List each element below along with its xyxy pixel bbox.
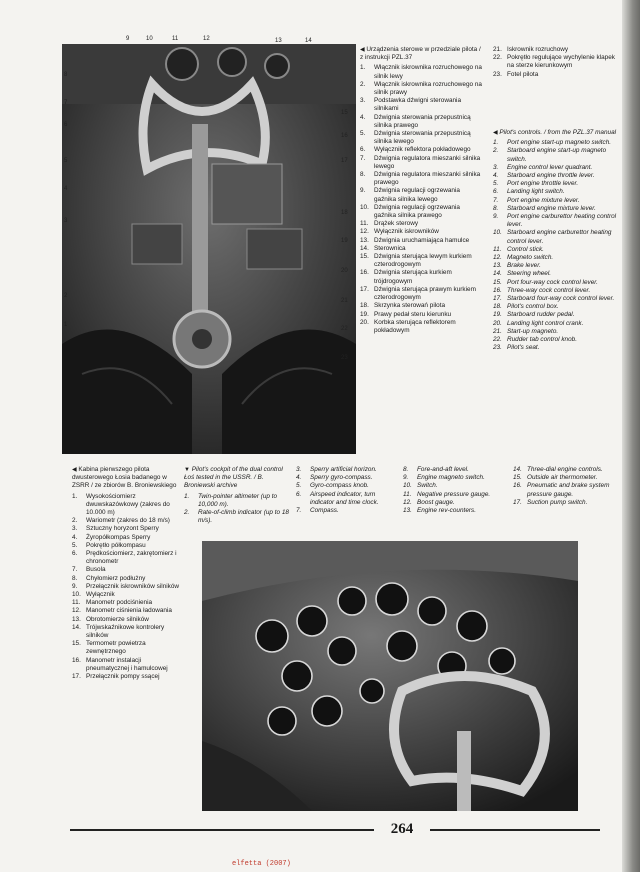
- item-number: 10.: [403, 482, 412, 490]
- list-item: [360, 253, 482, 269]
- item-number: 20.: [493, 319, 502, 327]
- item-text: Engine rev-counters.: [417, 507, 476, 515]
- item-number: 2.: [493, 147, 499, 155]
- list-item: [493, 254, 618, 262]
- item-number: 2.: [72, 517, 78, 525]
- item-text: Iskrownik rozruchowy: [507, 46, 569, 53]
- list-item: [403, 491, 501, 499]
- item-number: 16.: [360, 269, 369, 277]
- callout-number: 2: [64, 293, 68, 299]
- item-number: 14.: [513, 466, 522, 473]
- item-text: Busola: [86, 566, 106, 574]
- list-item: [403, 507, 501, 515]
- item-text: Boost gauge.: [417, 498, 455, 506]
- callout-number: 11: [172, 36, 179, 42]
- item-number: 16.: [72, 656, 81, 664]
- list-item: [403, 466, 501, 474]
- item-number: 14.: [360, 244, 369, 252]
- english-legend: [493, 129, 618, 352]
- item-text: Fore-and-aft level.: [417, 466, 469, 473]
- item-number: 5.: [72, 541, 78, 549]
- item-text: Fotel pilota: [507, 70, 539, 78]
- item-text: Pilot's seat.: [507, 344, 540, 352]
- item-text: Sztuczny horyzont Sperry: [86, 525, 159, 533]
- list-item: [360, 286, 482, 302]
- callout-number: 4: [64, 186, 68, 192]
- triangle-icon: ▼: [184, 467, 190, 473]
- item-text: Landing light control crank.: [507, 319, 584, 327]
- page-number: 264: [390, 821, 414, 837]
- item-text: Prawy pedał steru kierunku: [374, 310, 452, 318]
- list-item: [513, 482, 613, 498]
- callout-number: 16: [341, 133, 348, 139]
- list-item: [72, 534, 184, 542]
- item-text: Compass.: [310, 507, 339, 515]
- caption-heading: Kabina pierwszego pilota dwusterowego Łosia badanego w ZSRR / ze zbiorów B. Broniewskiego: [72, 466, 177, 490]
- item-text: Wariometr (zakres do 18 m/s): [86, 517, 170, 525]
- item-number: 9.: [72, 582, 78, 590]
- item-number: 15.: [513, 474, 522, 482]
- list-item: [360, 155, 482, 171]
- list-item: [360, 311, 482, 319]
- item-number: 21.: [493, 327, 502, 335]
- item-text: Dźwignia regulatora mieszanki silnika lewego: [374, 154, 481, 170]
- callout-number: 23: [341, 355, 348, 361]
- item-text: Dźwignia regulatora mieszanki silnika prawego: [374, 171, 481, 187]
- list-item: [72, 599, 184, 607]
- list-item: [360, 187, 482, 203]
- footer-rule-left: [70, 829, 374, 831]
- item-number: 12.: [72, 607, 81, 615]
- item-number: 6.: [72, 550, 78, 558]
- list-item: [72, 624, 184, 640]
- item-text: Engine control lever quadrant.: [507, 163, 593, 171]
- item-number: 19.: [360, 310, 369, 318]
- item-text: Termometr powietrza zewnętrznego: [86, 640, 146, 656]
- list-item: [72, 542, 184, 550]
- list-item: [360, 302, 482, 310]
- list-item: [493, 279, 618, 287]
- item-text: Starboard engine carburettor heating control lever.: [507, 229, 612, 245]
- item-text: Airspeed indicator, turn indicator and time clock.: [310, 490, 379, 506]
- item-number: 8.: [72, 574, 78, 582]
- item-text: Manometr podciśnienia: [86, 599, 153, 607]
- item-number: 2.: [184, 509, 190, 517]
- item-text: Three-way cock control lever.: [507, 286, 591, 294]
- item-text: Skrzynka sterowań pilota: [374, 302, 446, 310]
- item-number: 14.: [493, 270, 502, 278]
- caption-english-col4: [403, 466, 501, 515]
- item-number: 1.: [360, 64, 366, 72]
- item-text: Dźwignia uruchamiająca hamulce: [374, 236, 470, 244]
- item-text: Engine magneto switch.: [417, 474, 485, 482]
- item-text: Manometr instalacji pneumatycznej i hamulcowej: [86, 656, 168, 672]
- list-item: [360, 245, 482, 253]
- item-number: 15.: [493, 278, 502, 286]
- list-item: [72, 575, 184, 583]
- item-text: Port engine carburettor heating control lever.: [507, 213, 617, 229]
- item-text: Włącznik iskrownika rozruchowego na silnik prawy: [374, 80, 482, 97]
- list-item: [493, 287, 618, 295]
- item-number: 9.: [360, 187, 366, 195]
- item-number: 17.: [360, 285, 369, 293]
- item-number: 5.: [360, 130, 366, 138]
- callout-number: 20: [341, 268, 348, 274]
- item-text: Chyłomierz podłużny: [86, 574, 146, 582]
- item-number: 2.: [360, 80, 366, 88]
- item-number: 11.: [493, 245, 502, 253]
- list-item: [493, 172, 618, 180]
- callout-number: 19: [341, 238, 348, 244]
- footer-credit: elfetta (2007): [232, 860, 291, 868]
- item-text: Port four-way cock control lever.: [507, 278, 598, 286]
- list-item: [72, 525, 184, 533]
- item-number: 11.: [72, 599, 81, 607]
- list-item: [493, 46, 618, 54]
- item-text: Przełącznik iskrowników silników: [86, 582, 180, 590]
- callout-number: 13: [275, 38, 282, 44]
- item-text: Rudder tab control knob.: [507, 336, 577, 344]
- item-number: 4.: [493, 172, 499, 180]
- item-text: Dźwignia sterująca prawym kurkiem czterodrogowym: [374, 285, 476, 302]
- list-item: [493, 328, 618, 336]
- list-item: [493, 344, 618, 352]
- item-number: 5.: [493, 180, 499, 188]
- callout-number: 22: [341, 326, 348, 332]
- item-text: Outside air thermometer.: [527, 474, 598, 482]
- list-item: [72, 583, 184, 591]
- item-number: 22.: [493, 336, 502, 344]
- item-number: 13.: [403, 507, 412, 515]
- item-number: 3.: [72, 525, 78, 533]
- item-number: 4.: [360, 113, 366, 121]
- item-number: 17.: [493, 295, 502, 303]
- caption-heading: Pilot's cockpit of the dual control Łoś tested in the USSR. / B. Broniewski archive: [184, 466, 283, 490]
- item-text: Manometr ciśnienia ładowania: [86, 607, 172, 615]
- item-text: Brake lever.: [507, 262, 541, 270]
- triangle-icon: ◀: [493, 130, 498, 136]
- list-item: [493, 262, 618, 270]
- instrument-panel-photo: [202, 541, 578, 811]
- list-item: [493, 213, 618, 229]
- item-number: 11.: [360, 220, 369, 228]
- legend-heading: Urządzenia sterowe w przedziale pilota / z instrukcji PZL.37: [360, 46, 481, 62]
- item-text: Przełącznik pompy ssącej: [86, 673, 160, 681]
- list-item: [360, 228, 482, 236]
- list-item: [493, 164, 618, 172]
- item-text: Dźwignia sterowania przepustnicą silnika lewego: [374, 130, 471, 146]
- item-number: 11.: [403, 490, 412, 498]
- list-item: [403, 499, 501, 507]
- item-text: Control stick.: [507, 245, 544, 253]
- item-number: 8.: [493, 204, 499, 212]
- list-item: [360, 171, 482, 187]
- item-number: 7.: [296, 507, 302, 515]
- item-text: Starboard rudder pedal.: [507, 311, 575, 319]
- item-number: 19.: [493, 311, 502, 319]
- item-text: Korbka sterująca reflektorem pokładowym: [374, 318, 456, 334]
- list-item: [72, 591, 184, 599]
- list-item: [493, 54, 618, 70]
- list-item: [360, 64, 482, 80]
- callout-number: 6: [64, 122, 68, 128]
- item-text: Suction pump switch.: [527, 498, 588, 506]
- item-number: 4.: [72, 533, 78, 541]
- item-text: Sperry artificial horizon.: [310, 466, 377, 473]
- item-number: 17.: [72, 673, 81, 681]
- item-text: Three-dial engine controls.: [527, 466, 603, 473]
- item-text: Gyro-compass knob.: [310, 482, 369, 490]
- item-number: 6.: [493, 188, 499, 196]
- list-item: [72, 673, 184, 681]
- item-text: Start-up magneto.: [507, 327, 559, 335]
- list-item: [360, 146, 482, 154]
- item-text: Starboard engine mixture lever.: [507, 204, 596, 212]
- item-number: 16.: [513, 482, 522, 490]
- polish-legend-continued: [493, 46, 618, 79]
- item-text: Rate-of-climb indicator (up to 18 m/s).: [198, 509, 289, 525]
- list-item: [72, 493, 184, 518]
- list-item: [493, 197, 618, 205]
- item-text: Magneto switch.: [507, 254, 554, 262]
- item-text: Obrotomierze silników: [86, 615, 149, 623]
- list-item: [493, 147, 618, 163]
- callout-number: 8: [64, 72, 68, 78]
- item-text: Landing light switch.: [507, 188, 565, 196]
- item-text: Dźwignia regulacji ogrzewania gaźnika silnika prawego: [374, 203, 460, 220]
- item-number: 13.: [360, 236, 369, 244]
- list-item: [72, 550, 184, 566]
- item-text: Steering wheel.: [507, 270, 552, 278]
- list-item: [493, 320, 618, 328]
- item-number: 13.: [493, 262, 502, 270]
- item-text: Switch.: [417, 482, 438, 490]
- list-item: [296, 507, 400, 515]
- list-item: [296, 491, 400, 507]
- list-item: [493, 295, 618, 303]
- item-text: Starboard engine throttle lever.: [507, 172, 595, 180]
- item-number: 10.: [72, 591, 81, 599]
- list-item: [72, 657, 184, 673]
- callout-number: 5: [64, 158, 68, 164]
- caption-english-col3: [296, 466, 400, 515]
- list-item: [360, 319, 482, 335]
- item-text: Dźwignia sterująca lewym kurkiem czterodrogowym: [374, 253, 472, 269]
- item-number: 18.: [493, 303, 502, 311]
- item-text: Sperry gyro-compass.: [310, 474, 373, 482]
- item-number: 13.: [72, 615, 81, 623]
- callout-number: 10: [146, 36, 153, 42]
- list-item: [184, 509, 290, 525]
- item-text: Twin-pointer altimeter (up to 10,000 m).: [198, 492, 278, 508]
- callout-number: 7: [64, 100, 68, 106]
- item-number: 3.: [493, 163, 499, 171]
- item-text: Wysokościomierz dwuwskazówkowy (zakres do 10.000 m): [86, 492, 170, 517]
- list-item: [72, 517, 184, 525]
- list-item: [360, 114, 482, 130]
- list-item: [72, 640, 184, 656]
- callout-number: 3: [64, 218, 68, 224]
- item-text: Dźwignia regulacji ogrzewania gaźnika silnika lewego: [374, 187, 460, 203]
- callout-number: 18: [341, 210, 348, 216]
- callout-number: 21: [341, 298, 348, 304]
- item-number: 12.: [493, 254, 502, 262]
- callout-number: 14: [305, 38, 312, 44]
- list-item: [360, 97, 482, 113]
- item-number: 1.: [184, 492, 190, 500]
- item-number: 12.: [360, 228, 369, 236]
- item-number: 15.: [360, 253, 369, 261]
- list-item: [493, 180, 618, 188]
- item-number: 7.: [72, 566, 78, 574]
- callout-number: 9: [126, 36, 130, 42]
- callout-number: 1: [64, 322, 68, 328]
- item-number: 10.: [360, 203, 369, 211]
- legend-heading: Pilot's controls. / from the PZL.37 manual: [499, 129, 617, 136]
- item-number: 3.: [296, 466, 302, 473]
- item-text: Prędkościomierz, zakrętomierz i chronometr: [86, 550, 177, 566]
- item-number: 14.: [72, 623, 81, 631]
- item-number: 10.: [493, 229, 502, 237]
- item-text: Negative pressure gauge.: [417, 490, 491, 498]
- item-text: Dźwignia sterująca kurkiem trójdrogowym: [374, 269, 452, 285]
- item-text: Włącznik iskrownika rozruchowego na silnik lewy: [374, 64, 482, 80]
- item-number: 7.: [493, 196, 499, 204]
- item-number: 1.: [72, 492, 78, 500]
- list-item: [493, 229, 618, 245]
- list-item: [296, 482, 400, 490]
- list-item: [403, 474, 501, 482]
- list-item: [493, 205, 618, 213]
- list-item: [493, 303, 618, 311]
- item-text: Drążek sterowy: [374, 220, 419, 228]
- list-item: [72, 566, 184, 574]
- item-number: 18.: [360, 302, 369, 310]
- polish-legend: [360, 46, 482, 335]
- item-number: 5.: [296, 482, 302, 490]
- item-text: Sterownica: [374, 244, 406, 252]
- item-text: Podstawka dźwigni sterowania silnikami: [374, 97, 462, 113]
- list-item: [360, 130, 482, 146]
- cockpit-controls-photo: [62, 44, 356, 454]
- list-item: [360, 237, 482, 245]
- list-item: [493, 270, 618, 278]
- item-text: Pokrętło półkompasu: [86, 541, 146, 549]
- item-text: Pneumatic and brake system pressure gauge.: [527, 482, 610, 498]
- list-item: [360, 204, 482, 220]
- item-number: 9.: [403, 474, 409, 482]
- caption-english-col5: [513, 466, 613, 507]
- item-number: 8.: [403, 466, 409, 473]
- item-number: 15.: [72, 640, 81, 648]
- triangle-icon: ◀: [72, 467, 77, 473]
- item-number: 23.: [493, 344, 502, 352]
- list-item: [360, 269, 482, 285]
- item-number: 20.: [360, 318, 369, 326]
- list-item: [296, 474, 400, 482]
- list-item: [493, 71, 618, 79]
- item-number: 8.: [360, 171, 366, 179]
- list-item: [184, 493, 290, 509]
- item-text: Port engine start-up magneto switch.: [507, 139, 612, 147]
- item-text: Starboard engine start-up magneto switch.: [507, 147, 607, 163]
- item-number: 3.: [360, 97, 366, 105]
- list-item: [513, 499, 613, 507]
- list-item: [360, 220, 482, 228]
- item-text: Pokrętło regulujące wychylenie klapek na sterze kierunkowym: [507, 54, 615, 70]
- list-item: [296, 466, 400, 474]
- list-item: [513, 474, 613, 482]
- item-number: 9.: [493, 213, 499, 221]
- item-number: 1.: [493, 139, 499, 147]
- callout-number: 17: [341, 158, 348, 164]
- list-item: [72, 607, 184, 615]
- item-text: Żyropółkompas Sperry: [86, 533, 151, 541]
- item-number: 22.: [493, 54, 502, 62]
- item-text: Pilot's control box.: [507, 303, 559, 311]
- item-number: 17.: [513, 498, 522, 506]
- caption-polish: [72, 466, 184, 681]
- callout-number: 15: [341, 110, 348, 116]
- item-number: 6.: [360, 146, 366, 154]
- item-text: Wyłącznik: [86, 591, 115, 599]
- item-number: 12.: [403, 498, 412, 506]
- item-text: Port engine throttle lever.: [507, 180, 579, 188]
- item-text: Port engine mixture lever.: [507, 196, 580, 204]
- item-text: Dźwignia sterowania przepustnicą silnika prawego: [374, 113, 471, 129]
- triangle-icon: ◀: [360, 47, 365, 53]
- item-number: 16.: [493, 286, 502, 294]
- list-item: [513, 466, 613, 474]
- item-number: 6.: [296, 490, 302, 498]
- list-item: [403, 482, 501, 490]
- list-item: [493, 246, 618, 254]
- list-item: [360, 81, 482, 97]
- item-number: 21.: [493, 46, 502, 53]
- item-text: Starboard four-way cock control lever.: [507, 295, 615, 303]
- item-text: Wyłącznik iskrowników: [374, 228, 439, 236]
- footer-rule-right: [430, 829, 600, 831]
- list-item: [493, 139, 618, 147]
- item-text: Trójwskaźnikowe kontrolery silników: [86, 623, 165, 640]
- item-text: Wyłącznik reflektora pokładowego: [374, 146, 471, 154]
- item-number: 4.: [296, 474, 302, 482]
- item-number: 7.: [360, 154, 366, 162]
- list-item: [72, 616, 184, 624]
- page-edge: [622, 0, 640, 872]
- list-item: [493, 311, 618, 319]
- list-item: [493, 188, 618, 196]
- callout-number: 12: [203, 36, 210, 42]
- list-item: [493, 336, 618, 344]
- item-number: 23.: [493, 70, 502, 78]
- caption-english: [184, 466, 290, 525]
